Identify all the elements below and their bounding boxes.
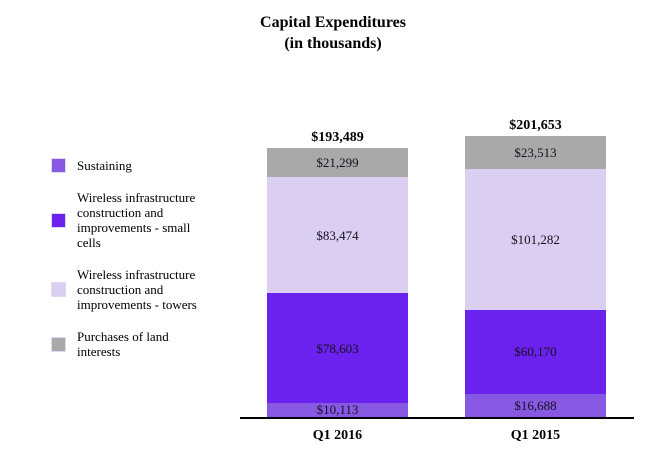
bar-total-label: $201,653 <box>509 118 562 134</box>
category-label: Q1 2016 <box>312 428 363 443</box>
segment-value-label: $23,513 <box>514 145 557 161</box>
legend-swatch-icon <box>51 158 66 173</box>
legend-swatch-icon <box>51 337 66 352</box>
bar-segment <box>267 148 408 178</box>
bar-segment <box>465 169 606 310</box>
bar-q1-2016 <box>267 130 408 417</box>
legend-label: Wireless infrastructure construction and improvements - small cells <box>77 190 196 250</box>
bar-segment <box>267 403 408 417</box>
segment-value-label: $16,688 <box>514 397 557 413</box>
chart-title-line2: (in thousands) <box>284 35 382 52</box>
legend-item <box>51 267 221 312</box>
legend-label: Wireless infrastructure construction and improvements - towers <box>77 267 197 312</box>
bar-total-label: $193,489 <box>311 129 364 145</box>
bar-segment <box>465 394 606 417</box>
legend-swatch-icon <box>51 213 66 228</box>
category-label: Q1 2015 <box>510 428 561 443</box>
chart-title <box>0 12 666 54</box>
segment-value-label: $60,170 <box>514 344 557 360</box>
chart-legend <box>51 158 221 359</box>
x-axis-line <box>240 417 634 419</box>
legend-item <box>51 158 221 173</box>
legend-swatch-icon <box>51 282 66 297</box>
bar-segment <box>465 310 606 394</box>
segment-value-label: $101,282 <box>511 231 560 247</box>
bar-q1-2015 <box>465 118 606 417</box>
segment-value-label: $83,474 <box>316 227 359 243</box>
segment-value-label: $78,603 <box>316 340 359 356</box>
legend-label: Purchases of land interests <box>77 329 169 359</box>
bar-segment <box>267 177 408 293</box>
segment-value-label: $21,299 <box>316 154 359 170</box>
bar-segment <box>267 293 408 402</box>
legend-item <box>51 190 221 250</box>
segment-value-label: $10,113 <box>316 402 359 418</box>
chart-title-line1: Capital Expenditures <box>260 14 406 31</box>
legend-label: Sustaining <box>77 158 132 173</box>
legend-item <box>51 329 221 359</box>
bar-segment <box>465 136 606 169</box>
